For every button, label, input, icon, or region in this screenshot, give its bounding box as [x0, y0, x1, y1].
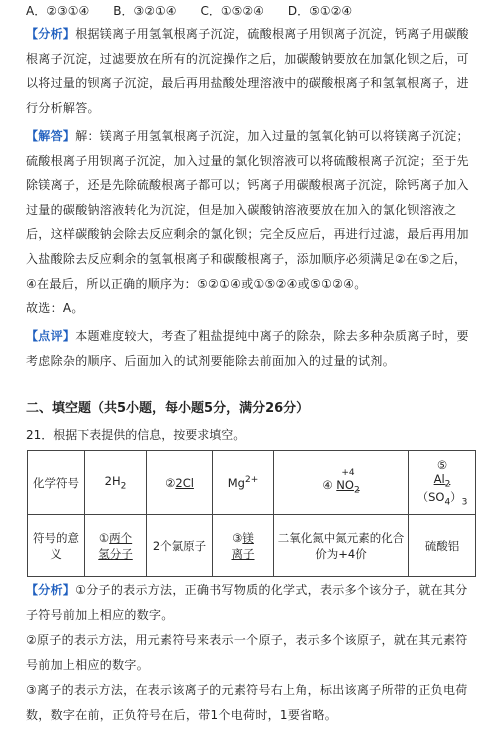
cell-two-hydrogen: ①两个 氢分子 [85, 515, 147, 577]
answer-block [26, 124, 474, 321]
analysis2-p3: ③离子的表示方法，在表示该离子的元素符号右上角，标出该离子所带的正负电荷数，数字在前，正负符号在后，带1个电荷时，1要省略。 [26, 683, 468, 722]
answer-conclusion: 故选：A。 [26, 301, 84, 316]
cell-nitrogen-valence: 二氧化氮中氮元素的化合价为+4价 [274, 515, 409, 577]
cell-magnesium-ion: ③镁 离子 [213, 515, 274, 577]
answer-options: A．②③①④ B．③②①④ C．①⑤②④ D．⑤①②④ [26, 4, 353, 18]
section-title: 二、填空题（共5小题，每小题5分，满分26分） [26, 401, 310, 416]
row-header-meaning: 符号的意义 [28, 515, 85, 577]
answer-tag: 【解答】 [26, 129, 76, 143]
cell-two-chlorine: 2个氯原子 [147, 515, 213, 577]
cell-2cl: ②2Cl [147, 451, 213, 515]
analysis-block-2 [26, 578, 474, 628]
cell-mg2plus: $Mg^{2+}$ [213, 451, 274, 515]
row-header-symbol: 化学符号 [28, 451, 85, 515]
cell-2h2: $2H_2$ [85, 451, 147, 515]
analysis2-p3-block [26, 678, 474, 728]
info-table [27, 450, 476, 577]
analysis2-tag: 【分析】 [26, 583, 76, 597]
comment-tag: 【点评】 [26, 329, 76, 343]
analysis2-p2: ②原子的表示方法，用元素符号来表示一个原子，表示多个该原子，就在其元素符号前加上相应的数字。 [26, 633, 468, 672]
analysis-tag: 【分析】 [26, 27, 76, 41]
analysis2-p1: ①分子的表示方法，正确书写物质的化学式，表示多个该分子，就在其分子符号前加上相应的数字。 [26, 583, 468, 622]
comment-text: 本题难度较大，考查了粗盐提纯中离子的除杂，除去多种杂质离子时，要考虑除杂的顺序、后面加入的试剂要能除去前面加入的过量的试剂。 [26, 329, 469, 368]
analysis2-p2-block [26, 628, 474, 678]
question-21: 21．根据下表提供的信息，按要求填空。 [26, 428, 246, 442]
answer-text: 解：镁离子用氢氧根离子沉淀，加入过量的氢氧化钠可以将镁离子沉淀；硫酸根离子用钡离子沉淀，加入过量的氯化钡溶液可以将硫酸根离子沉淀；至于先除镁离子，还是先除硫酸根离子都可以；钙离子用碳酸根离子沉淀，除钙离子加入过量的碳酸钠溶液转化为沉淀，但是加入碳酸钠溶液要放在加入的氯化钡溶液之后，这样碳酸钠会除去反应剩余的氯化钡；完全反应后，再进行过滤，最后再用加入盐酸除去反应剩余的氢氧根离子和碳酸根离子，添加顺序必须满足②在⑤之后，④在最后，所以正确的顺序为：⑤②①④或①⑤②④或⑤①②④。 [26, 129, 469, 291]
analysis-text: 根据镁离子用氢氧根离子沉淀，硫酸根离子用钡离子沉淀，钙离子用碳酸根离子沉淀，过滤要放在所有的沉淀操作之后，加碳酸钠要放在加氯化钡之后，可以将过量的钡离子沉淀，最后再用盐酸处理溶液中的碳酸根离子和氢氧根离子，进行分析解答。 [26, 27, 469, 115]
analysis-block-1 [26, 22, 474, 120]
cell-no2: ④ +4 $NO_2$ [274, 451, 409, 515]
cell-aluminum-sulfate: 硫酸铝 [409, 515, 476, 577]
cell-al2so43: ⑤ $Al_2$ $(SO_4)_3$ [409, 451, 476, 515]
comment-block [26, 324, 474, 374]
